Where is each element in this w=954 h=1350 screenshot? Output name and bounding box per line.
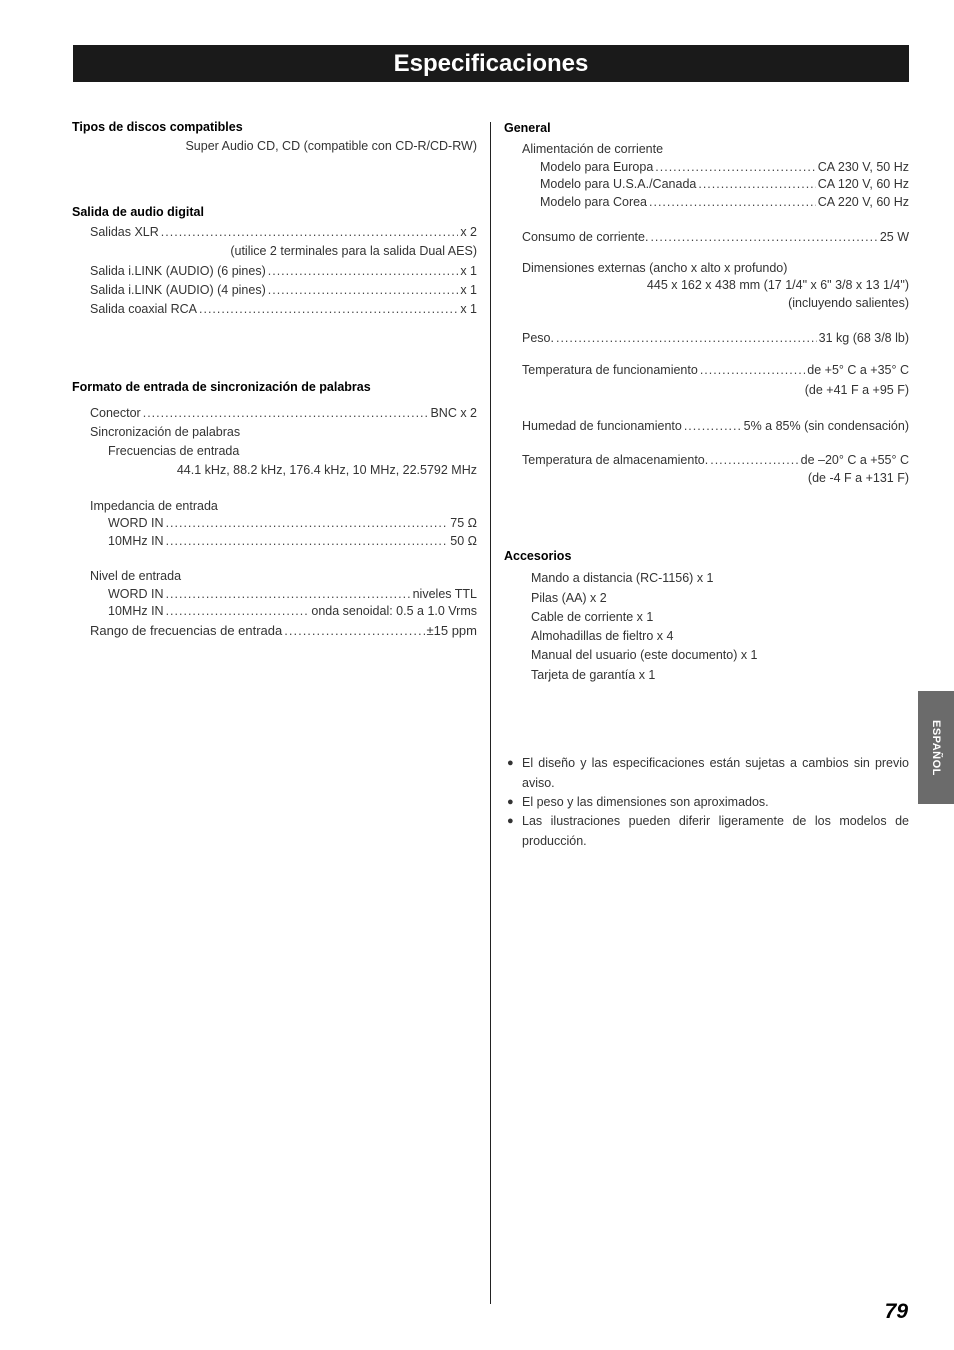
- page-title: Especificaciones: [73, 45, 909, 82]
- spec-row-ilink4: Salida i.LINK (AUDIO) (4 pines) ..... x 1: [90, 282, 477, 298]
- accessories-heading: Accesorios: [504, 549, 572, 563]
- bullet-icon: ●: [507, 815, 514, 827]
- accessory-item: Mando a distancia (RC-1156) x 1: [531, 571, 714, 585]
- wordsync-heading: Formato de entrada de sincronización de palabras: [72, 380, 371, 394]
- power-label: Alimentación de corriente: [522, 142, 664, 156]
- impedance-label: Impedancia de entrada: [90, 499, 218, 513]
- freq-value: 44.1 kHz, 88.2 kHz, 176.4 kHz, 10 MHz, 22.5792 MHz: [176, 463, 477, 477]
- bullet-icon: ●: [507, 796, 514, 808]
- optemp-f: (de +41 F a +95 F): [804, 383, 909, 397]
- language-tab: ESPAÑOL: [918, 691, 954, 804]
- accessory-item: Cable de corriente x 1: [531, 610, 654, 624]
- page-number: 79: [884, 1300, 908, 1323]
- discs-heading: Tipos de discos compatibles: [72, 120, 243, 134]
- freq-label: Frecuencias de entrada: [108, 444, 240, 458]
- spec-row-imp-10m: 10MHz IN ..... 50 Ω: [108, 533, 477, 549]
- dims-value: 445 x 162 x 438 mm (17 1/4" x 6" 3/8 x 13 1/4"): [646, 278, 909, 292]
- spec-row-xlr: Salidas XLR ..... x 2: [90, 224, 477, 240]
- storetemp-f: (de -4 F a +131 F): [807, 471, 909, 485]
- column-divider: [490, 122, 491, 1304]
- dims-note: (incluyendo salientes): [788, 296, 909, 310]
- accessory-item: Pilas (AA) x 2: [531, 591, 607, 605]
- spec-row-connector: Conector ..... BNC x 2: [90, 405, 477, 421]
- spec-row-consumption: Consumo de corriente. ..... 25 W: [522, 229, 909, 245]
- spec-row-us: Modelo para U.S.A./Canada ..... CA 120 V, 60 Hz: [540, 176, 909, 192]
- accessory-item: Tarjeta de garantía x 1: [531, 668, 656, 682]
- spec-row-kr: Modelo para Corea ..... CA 220 V, 60 Hz: [540, 194, 909, 210]
- spec-row-humidity: Humedad de funcionamiento ..... 5% a 85% (sin condensación): [522, 418, 909, 434]
- spec-row-lvl-word: WORD IN ..... niveles TTL: [108, 586, 477, 602]
- spec-row-range: Rango de frecuencias de entrada ..... ±15 ppm: [90, 623, 477, 639]
- spec-row-coax: Salida coaxial RCA ..... x 1: [90, 301, 477, 317]
- digital-out-heading: Salida de audio digital: [72, 205, 204, 219]
- accessory-item: Almohadillas de fieltro x 4: [531, 629, 674, 643]
- note-item: ● El diseño y las especificaciones están sujetas a cambios sin previo aviso.: [507, 754, 909, 793]
- note-item: ● El peso y las dimensiones son aproximados.: [507, 793, 909, 813]
- spec-row-eu: Modelo para Europa ..... CA 230 V, 50 Hz: [540, 159, 909, 175]
- bullet-icon: ●: [507, 757, 514, 769]
- spec-row-imp-word: WORD IN ..... 75 Ω: [108, 515, 477, 531]
- sync-label: Sincronización de palabras: [90, 425, 241, 439]
- xlr-note: (utilice 2 terminales para la salida Dual AES): [230, 244, 477, 258]
- spec-row-lvl-10m: 10MHz IN ..... onda senoidal: 0.5 a 1.0 Vrms: [108, 603, 477, 619]
- spec-row-optemp: Temperatura de funcionamiento ..... de +5° C a +35° C: [522, 362, 909, 378]
- note-item: ● Las ilustraciones pueden diferir ligeramente de los modelos de producción.: [507, 812, 909, 851]
- dims-label: Dimensiones externas (ancho x alto x profundo): [522, 261, 788, 275]
- spec-row-storetemp: Temperatura de almacenamiento. ..... de –20° C a +55° C: [522, 452, 909, 468]
- general-heading: General: [504, 121, 551, 135]
- discs-value: Super Audio CD, CD (compatible con CD-R/CD-RW): [185, 139, 477, 153]
- spec-row-ilink6: Salida i.LINK (AUDIO) (6 pines) ..... x 1: [90, 263, 477, 279]
- level-label: Nivel de entrada: [90, 569, 182, 583]
- spec-row-weight: Peso. ..... 31 kg (68 3/8 lb): [522, 330, 909, 346]
- accessory-item: Manual del usuario (este documento) x 1: [531, 648, 758, 662]
